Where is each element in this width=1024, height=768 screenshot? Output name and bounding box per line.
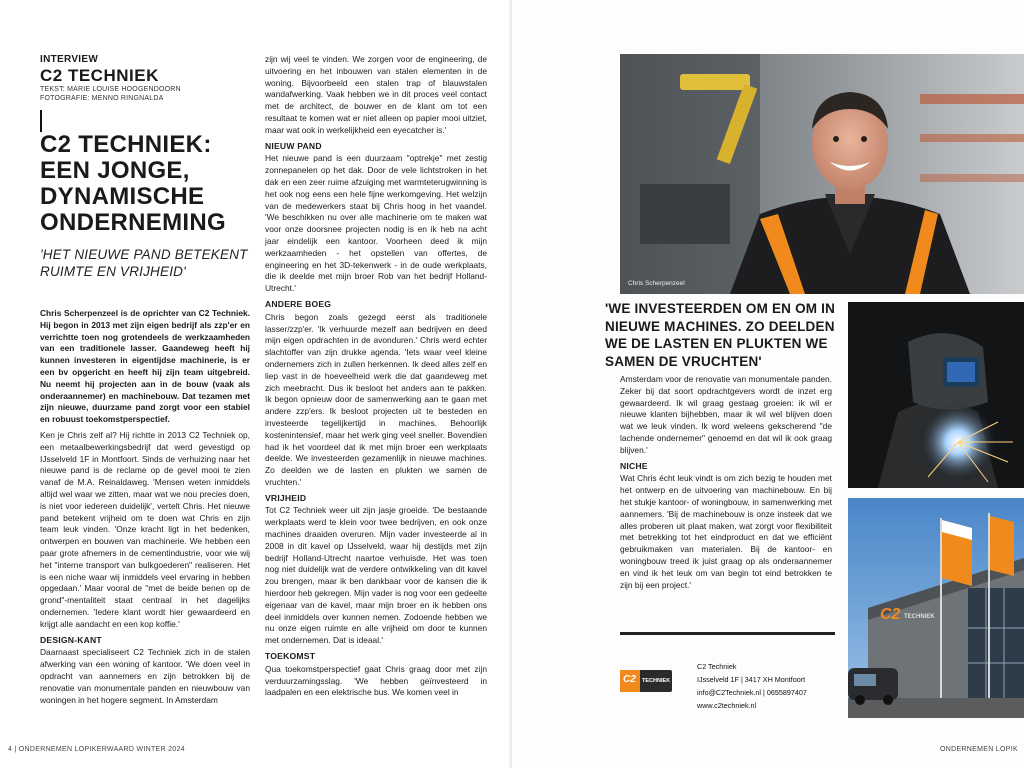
section-heading-vrijheid: VRIJHEID xyxy=(265,492,307,503)
headline-line: ONDERNEMING xyxy=(40,209,226,236)
headline-line: DYNAMISCHE xyxy=(40,183,205,210)
paragraph: Ken je Chris zelf al? Hij richtte in 2013 C2 Techniek op, een metaalbewerkingsbedrijf dat werd gevestigd op IJsselveld 1F in Montfoort. Sinds de verhuizing naar het nieuwe pand is de reclame op de gevel mooi te zien vanaf de M.A. Reinaldaweg. 'Mensen weten inmiddels altijd wel waar we zitten, maar wat we nou precies doen, is niet voor iedereen duidelijk', vertelt Chris. Het nieuwe pand betekent vrijheid om te doen wat Chris en zijn team leuk vinden. 'Onze kracht ligt in het bedenken, ontwerpen en bouwen van machinerie. We hebben een paar grote afnemers in de cementindustrie, voor wie wij het "interne transport van bulkgoederen" realiseren. Het is een niche waar wij inmiddels veel ervaring in hebben opgedaan.' Maar vooral de "met de beide benen op de grond"-mentaliteit staat centraal in het dagelijks ondernemen. 'Iedere klant wordt hier gewaardeerd en krijgt alle aandacht en een kop koffie.' xyxy=(40,429,250,629)
paragraph: zijn wij veel te vinden. We zorgen voor de engineering, de uitvoering en het inbouwen van stalen elementen in de woning. Bijvoorbeeld een stalen trap of blauwstalen wandafwerking. Vaak hebben we in dit proces veel contact met de architect, de bouwer en de klant om tot een resultaat te komen wat er niet alleen op papier mooi uitziet, maar wat ook in werkelijkheid een eyecatcher is.' xyxy=(265,54,487,135)
building-photo xyxy=(848,498,1024,718)
page-footer-left: 4 | ONDERNEMEN LOPIKERWAARD WINTER 2024 xyxy=(8,746,185,753)
paragraph: Chris begon zoals gezegd eerst als traditionele lasser/zzp'er. 'Ik verhuurde mezelf aan bedrijven en deed mijn eigen opdrachten in de avonduren.' Chris werd echter slachtoffer van zijn drukke agenda. 'Iets waar veel kleine ondernemers zich in zullen herkennen. Ik deed alles zelf en liep vast in de hoeveelheid werk die dat gaandeweg met zich meebracht. Dus ik besloot het anders aan te pakken. Ik begon opnieuw door de samenwerking aan te gaan met andere zzp'ers. Ik besloot projecten uit te besteden en investeerde tegelijkertijd in machines. Behoorlijk kostenintensief, maar het werk ging veel sneller. Bovendien had ik het voordeel dat ik met mijn broer een werkplaats deelde. We investeerden gezamenlijk in nieuwe machines. Zo deelden we de lasten en plukten we samen de vruchten.' xyxy=(265,311,487,487)
kicker: INTERVIEW xyxy=(40,54,99,65)
paragraph: Het nieuwe pand is een duurzaam "optrekje" met zestig zonnepanelen op het dak. Door de vele lichtstroken in het dak en een zeer ruime afzuiging met warmteterugwinning is het ook nog eens een hele fijne werkomgeving. Het welzijn van de medewerkers staat bij Chris hoog in het vaandel. 'We beschikken nu over alle machinerie om te maken wat voor onze doorsnee projecten nodig is en ik heb na acht jaar eindelijk een kantoor. Voorheen deed ik mijn werkzaamheden - het opstellen van offertes, de engineering en het 3D-tekenwerk - in de oude werkplaats, die ik deelde met mijn broer Rob van het bedrijf Holland-Utrecht.' xyxy=(265,153,487,294)
building-illustration xyxy=(848,498,1024,718)
column-1 xyxy=(40,308,250,710)
column-2 xyxy=(265,54,487,703)
paragraph: Wat Chris écht leuk vindt is om zich bezig te houden met het ontwerp en de uitvoering van machinebouw. En bij het stukje kantoor- of woningbouw, in samenwerking met aannemers. 'Bij de machinebouw is onze insteek dat we alles proberen uit plaat maken, wat zorgt voor flexibiliteit met betrekking tot het eindproduct en dat we efficiënt gebruikmaken van materialen. Bij de kantoor- en woningbouw treed ik juist graag op als onderaannemer en vind ik het leuk om van begin tot eind betrokken te zijn bij een project.' xyxy=(620,473,832,590)
section-heading-boeg: ANDERE BOEG xyxy=(265,298,332,309)
column-3 xyxy=(620,374,832,595)
paragraph: Tot C2 Techniek weer uit zijn jasje groeide. 'De bestaande werkplaats werd te klein voor twee bedrijven, en ook onze machines draaiden overuren. Mijn vader investeerde al in 2008 in dit kavel op IJsselveld, waar hij destijds met zijn bedrijf Holland-Utrecht naartoe verhuisde. Het was toen nog niet duidelijk wat de verdere ontwikkeling van dit kavel zou brengen, maar ik ben dankbaar voor de kansen die ik hierdoor heb gekregen. Mijn vader is nog voor een gedeelte eigenaar van de kavel, maar mijn broer en ik hebben ons deel inmiddels over kunnen nemen. Zodoende hebben we nu onze eigen ruimte en alle vrijheid om door te kunnen met ondernemen. Dat is ideaal.' xyxy=(265,505,487,646)
photo-caption: Chris Scherpenzeel xyxy=(628,280,685,287)
welder-photo xyxy=(848,302,1024,488)
building-sign: C2 xyxy=(880,606,901,623)
portrait-illustration xyxy=(620,54,1024,294)
contact-info xyxy=(697,660,807,712)
portrait-photo xyxy=(620,54,1024,294)
section-heading-toekomst: TOEKOMST xyxy=(265,651,316,662)
paragraph: Qua toekomstperspectief gaat Chris graag door met zijn verduurzamingsslag. 'We hebben geïnvesteerd in laadpalen en een elektrische bus. We komen veel in xyxy=(265,663,487,698)
credit-text: TEKST: MARIE LOUISE HOOGENDOORN xyxy=(40,86,181,93)
company-logo xyxy=(620,670,672,692)
section-heading-niche: NICHE xyxy=(620,460,648,471)
headline-bar xyxy=(40,110,42,132)
page-footer-right: ONDERNEMEN LOPIK xyxy=(940,746,1018,753)
brand-title: C2 TECHNIEK xyxy=(40,66,159,85)
section-heading-pand: NIEUW PAND xyxy=(265,140,322,151)
paragraph: Daarnaast specialiseert C2 Techniek zich in de stalen afwerking van een woning of kantoor. 'We doen veel in opdracht van aannemers en zijn betrokken bij de renovatie van monumentale panden en nieuwbouw van woningen in het hogere segment. In Amsterdam xyxy=(40,647,250,705)
logo-text: C2 xyxy=(623,674,636,685)
contact-email-phone: info@C2Techniek.nl | 0655897407 xyxy=(697,688,807,697)
pull-quote: 'WE INVESTEERDEN OM EN OM IN NIEUWE MACHINES. ZO DEELDEN WE DE LASTEN EN PLUKTEN WE SAMEN DE VRUCHTEN' xyxy=(605,301,836,369)
paragraph: Amsterdam voor de renovatie van monumentale panden. Zeker bij dat soort opdrachtgevers wordt de inzet erg gewaardeerd. Ik wil graag gestaag groeien: ik wil er nieuwe klanten bijhebben, maar ik wil wel blijven doen wat we leuk vinden. Ik word weleens gekscherend "de lachende ondernemer" genoemd en dat wil ik ook graag blijven.' xyxy=(620,374,832,455)
headline-line: C2 TECHNIEK: xyxy=(40,131,212,158)
subheadline: 'HET NIEUWE PAND BETEKENT RUIMTE EN VRIJHEID' xyxy=(40,247,248,279)
welder-illustration xyxy=(848,302,1024,488)
contact-name: C2 Techniek xyxy=(697,662,737,671)
contact-rule xyxy=(620,632,835,635)
section-heading-design: DESIGN-KANT xyxy=(40,634,102,645)
credit-photo: FOTOGRAFIE: MENNO RINGNALDA xyxy=(40,95,164,102)
lead-paragraph: Chris Scherpenzeel is de oprichter van C2 Techniek. Hij begon in 2013 met zijn eigen bedrijf als zzp'er en verrichtte toen nog grotendeels de werkzaamheden van een traditionele lasser. Gaandeweg heeft hij kunnen investeren in eigentijdse machinerie, is er een bv opgericht en heeft hij zijn team uitgebreid. Nu neemt hij projecten aan in de bouw (vaak als onderaannemer) en machinebouw. Dat tezamen met zijn nieuwe, duurzame pand zorgt voor een stabiel en robuust toekomstperspectief. xyxy=(40,308,250,425)
contact-website[interactable]: www.c2techniek.nl xyxy=(697,701,757,710)
building-sign-sub: TECHNIEK xyxy=(904,614,935,620)
headline xyxy=(40,132,260,236)
logo-sub-text: TECHNIEK xyxy=(642,678,671,684)
contact-address: IJsselveld 1F | 3417 XH Montfoort xyxy=(697,675,806,684)
headline-line: EEN JONGE, xyxy=(40,157,190,184)
